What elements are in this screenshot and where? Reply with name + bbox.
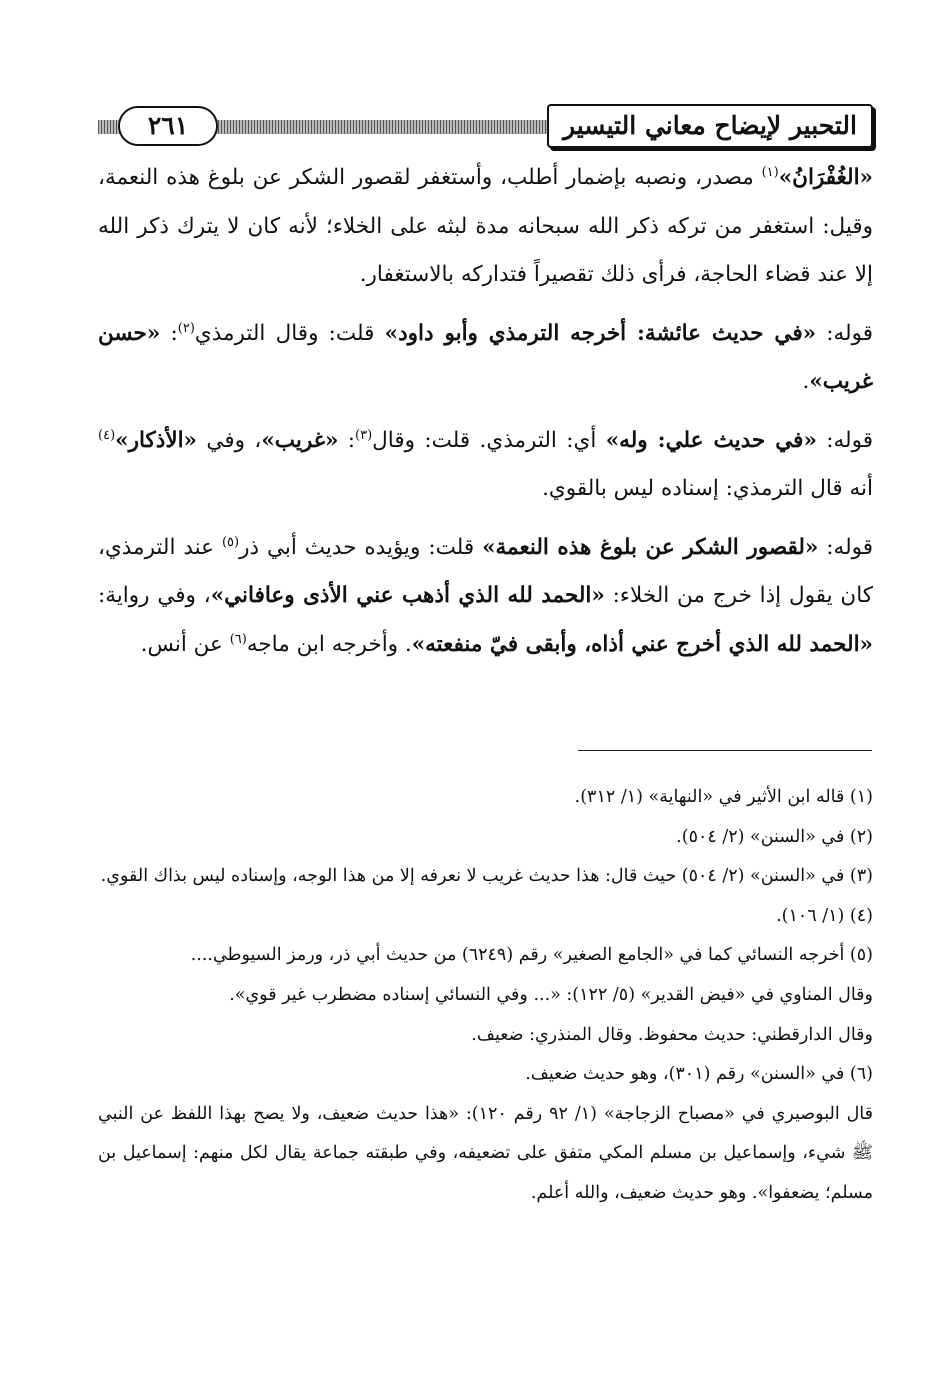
paragraph-4-text-3: . وأخرجه ابن ماجه: [246, 631, 412, 657]
paragraph-4: [98, 524, 873, 670]
paragraph-2-lead: قوله:: [816, 320, 873, 346]
paragraph-3-verdict: «غريب»: [261, 427, 339, 453]
footnote-5: (٥) أخرجه النسائي كما في «الجامع الصغير» رقم (٦٢٤٩) من حديث أبي ذر، ورمز السيوطي....: [190, 945, 873, 966]
footnote-ref-5: (٥): [221, 534, 240, 550]
footnote-3: (٣) في «السنن» (٢/ ٥٠٤) حيث قال: هذا حديث غريب لا نعرفه إلا من هذا الوجه، وإسناده ليس بذاك القوي.: [100, 866, 873, 887]
paragraph-3-joiner: ، وفي: [197, 427, 262, 453]
footnote-ref-6: (٦): [229, 631, 247, 647]
footnotes: [98, 778, 873, 1214]
paragraph-3-lead: قوله:: [816, 427, 873, 453]
footnote-divider: [578, 750, 872, 751]
paragraph-2-quote: «في حديث عائشة: أخرجه الترمذي وأبو داود»: [384, 320, 817, 346]
page-header: [98, 104, 873, 150]
footnote-5-cont-1: وقال المناوي في «فيض القدير» (٥/ ١٢٢): «... وفي النسائي إسناده مضطرب غير قوي».: [229, 984, 873, 1005]
paragraph-4-quote: «لقصور الشكر عن بلوغ هذه النعمة»: [482, 534, 819, 560]
paragraph-3-book: «الأذكار»: [115, 427, 197, 453]
footnote-ref-4: (٤): [98, 427, 116, 443]
paragraph-3-colon: :: [338, 427, 356, 453]
book-title: التحبير لإيضاح معاني التيسير: [547, 104, 873, 148]
footnote-5-cont-2: وقال الدارقطني: حديث محفوظ. وقال المنذري: ضعيف.: [471, 1024, 873, 1045]
paragraph-3-text: أي: الترمذي. قلت: وقال: [372, 427, 606, 453]
paragraph-4-text-2: عند الترمذي، كان يقول إذا خرج من الخلاء:: [98, 534, 873, 608]
footnote-2: (٢) في «السنن» (٢/ ٥٠٤).: [676, 826, 873, 847]
paragraph-4-hadith-1: «الحمد لله الذي أذهب عني الأذى وعافاني»: [210, 583, 605, 608]
paragraph-1-text: مصدر، ونصبه بإضمار أطلب، وأستغفر لقصور الشكر عن بلوغ هذه النعمة، وقيل: استغفر من تركه ذكر الله سبحانه مدة لبثه على الخلاء؛ لأنه كان لا يترك ذكر الله إلا عند قضاء الحاجة، فرأى ذلك تقصيراً فتداركه بالاستغفار.: [98, 165, 873, 287]
footnote-4: (٤) (١/ ١٠٦).: [776, 905, 873, 926]
paragraph-1-term: «الغُفْرَانُ»: [778, 165, 873, 190]
paragraph-3-end: أنه قال الترمذي: إسناده ليس بالقوي.: [542, 476, 873, 501]
footnote-ref-2: (٢): [177, 320, 195, 336]
footnote-6: (٦) في «السنن» رقم (٣٠١)، وهو حديث ضعيف.: [525, 1064, 873, 1085]
footnote-6-cont: قال البوصيري في «مصباح الزجاجة» (١/ ٩٢ رقم ١٢٠): «هذا حديث ضعيف، ولا يصح بهذا اللفظ عن النبي ﷺ شيء، وإسماعيل بن مسلم المكي متفق على تضعيفه، وفي طبقته جماعة يقال لكل منهم: إسماعيل بن مسلم؛ يضعفوا». وهو حديث ضعيف، والله أعلم.: [98, 1103, 873, 1203]
paragraph-4-lead: قوله:: [818, 534, 874, 560]
paragraph-2-colon: :: [160, 320, 178, 346]
paragraph-2: [98, 310, 873, 407]
paragraph-4-end: عن أنس.: [140, 631, 230, 657]
footnote-1: (١) قاله ابن الأثير في «النهاية» (١/ ٣١٢).: [574, 787, 873, 807]
paragraph-2-end: .: [802, 369, 810, 394]
main-text: [98, 154, 873, 669]
paragraph-4-joiner: ، وفي رواية:: [98, 583, 211, 608]
page-number: ٢٦١: [118, 106, 218, 146]
paragraph-3-quote: «في حديث علي: وله»: [605, 427, 817, 453]
paragraph-1: [98, 154, 873, 300]
footnote-ref-1: (١): [761, 164, 779, 180]
paragraph-2-text: قلت: وقال الترمذي: [194, 320, 385, 346]
paragraph-3: [98, 417, 873, 514]
paragraph-4-hadith-2: «الحمد لله الذي أخرج عني أذاه، وأبقى فيّ منفعته»: [411, 631, 873, 657]
footnote-ref-3: (٣): [355, 427, 373, 443]
paragraph-2-verdict: «حسن غريب»: [98, 320, 873, 394]
paragraph-4-text: قلت: ويؤيده حديث أبي ذر: [239, 534, 483, 560]
